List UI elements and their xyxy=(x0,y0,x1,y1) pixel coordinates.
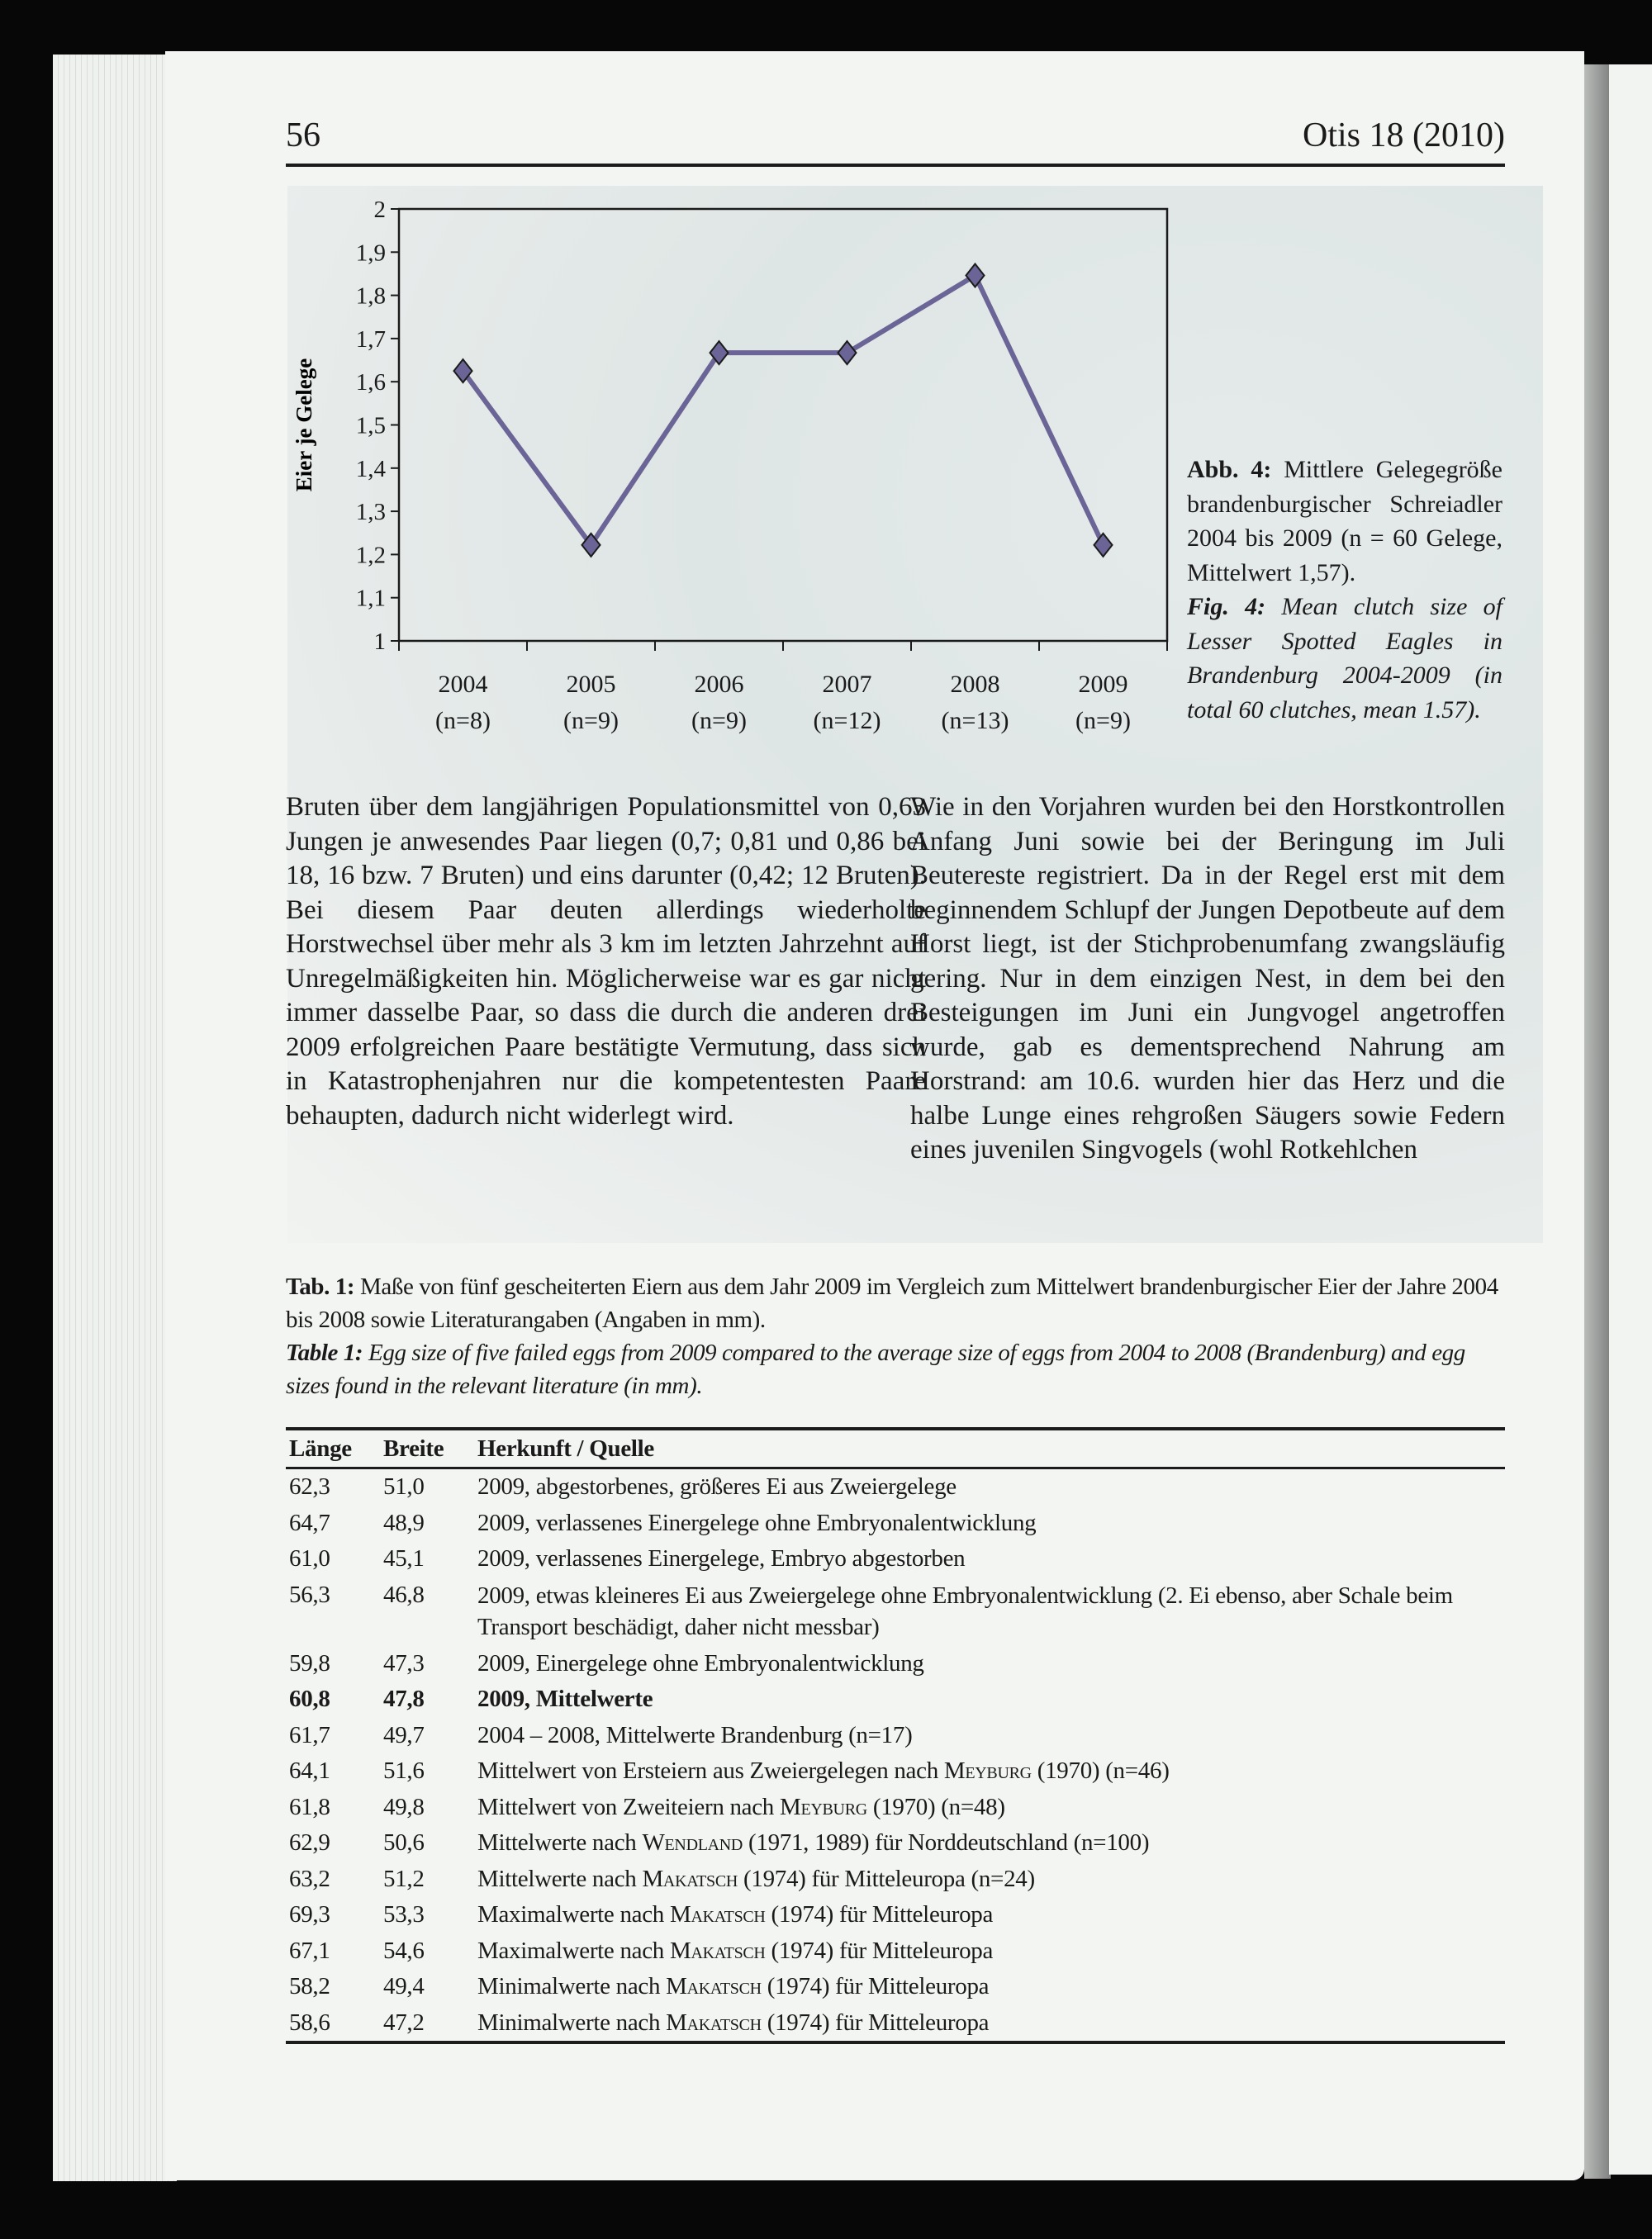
x-tick-label: 2009 xyxy=(1078,671,1128,698)
cell-herkunft xyxy=(474,1577,1505,1646)
x-tick-sublabel: (n=9) xyxy=(691,707,747,734)
source-text: Maximalwerte nach xyxy=(477,1937,670,1964)
source-text: 2009, Mittelwerte xyxy=(477,1686,653,1712)
author-name: Makatsch xyxy=(666,2009,762,2036)
source-text: Mittelwerte nach xyxy=(477,1865,643,1892)
cell-herkunft xyxy=(474,1790,1505,1826)
x-tick-label: 2008 xyxy=(950,671,1000,698)
table-row xyxy=(286,1753,1505,1790)
x-axis xyxy=(399,641,1167,734)
cell-breite: 45,1 xyxy=(383,1545,425,1572)
table-row xyxy=(286,1897,1505,1933)
source-text: Mittelwert von Zweiteiern nach xyxy=(477,1793,780,1820)
cell-breite: 46,8 xyxy=(383,1581,425,1608)
source-text: 2004 – 2008, Mittelwerte Brandenburg (n=17) xyxy=(477,1721,913,1748)
table-row xyxy=(286,1541,1505,1577)
cell-herkunft xyxy=(474,1862,1505,1898)
y-axis xyxy=(356,197,399,655)
cell-laenge: 61,0 xyxy=(289,1545,330,1572)
x-tick-label: 2004 xyxy=(438,671,488,698)
plot-frame xyxy=(399,209,1167,641)
series-markers xyxy=(454,264,1113,557)
x-tick-label: 2007 xyxy=(822,671,872,698)
data-point-marker xyxy=(838,341,857,364)
author-name: Makatsch xyxy=(669,1937,766,1964)
source-citation: (1970) (n=46) xyxy=(1031,1758,1170,1784)
table-row xyxy=(286,1862,1505,1898)
cell-herkunft xyxy=(474,1825,1505,1862)
clutch-size-line-chart xyxy=(281,190,1189,752)
cell-herkunft xyxy=(474,1753,1505,1790)
cell-laenge: 56,3 xyxy=(289,1581,330,1608)
y-tick-label: 1,3 xyxy=(355,499,386,526)
cell-breite: 53,3 xyxy=(383,1901,425,1928)
x-tick-sublabel: (n=9) xyxy=(1075,707,1131,734)
y-tick-label: 1,5 xyxy=(355,412,386,439)
cell-herkunft xyxy=(474,1541,1505,1577)
cell-herkunft xyxy=(474,1682,1505,1718)
cell-breite: 47,3 xyxy=(383,1649,425,1677)
cell-laenge: 62,3 xyxy=(289,1473,330,1500)
cell-laenge: 58,6 xyxy=(289,2009,330,2036)
body-text-right-column: Wie in den Vorjahren wurden bei den Horstkontrollen Anfang Juni sowie bei der Beringung im Juli Beutereste registriert. Da in der Regel erst mit dem beginnendem Schlupf der Jungen Depotbeute auf dem Horst liegt, ist der Stichprobenumfang zwangsläufig gering. Nur in dem einzigen Nest, in dem bei den Besteigungen im Juni ein Jungvogel angetroffen wurde, gab es dementsprechend Nahrung am Horstrand: am 10.6. wurden hier das Herz und die halbe Lunge eines rehgroßen Säugers sowie Federn eines juvenilen Singvogels (wohl Rotkehlchen xyxy=(910,792,1505,1165)
author-name: Makatsch xyxy=(642,1865,738,1892)
y-tick-label: 2 xyxy=(373,197,386,223)
cell-breite: 50,6 xyxy=(383,1829,425,1856)
author-name: Makatsch xyxy=(666,1973,762,1999)
source-citation: (1971, 1989) für Norddeutschland (n=100) xyxy=(743,1829,1150,1856)
cell-breite: 49,4 xyxy=(383,1973,425,1999)
cell-breite: 54,6 xyxy=(383,1937,425,1964)
figure-caption-en: Mean clutch size of Lesser Spotted Eagles in Brandenburg 2004-2009 (in total 60 clutches, mean 1.57). xyxy=(1187,593,1502,723)
table-label-en: Table 1: xyxy=(286,1340,363,1366)
y-tick-label: 1,6 xyxy=(355,369,386,396)
cell-laenge: 58,2 xyxy=(289,1973,330,1999)
cell-breite: 49,8 xyxy=(383,1793,425,1820)
cell-breite: 48,9 xyxy=(383,1509,425,1536)
source-text: 2009, etwas kleineres Ei aus Zweiergelege ohne Embryonalentwicklung (2. Ei ebenso, aber Schale beim Transport beschädigt, daher nicht messbar) xyxy=(477,1582,1453,1640)
source-citation: (1974) für Mitteleuropa xyxy=(761,2009,990,2036)
running-header xyxy=(286,114,1505,167)
source-text: 2009, Einergelege ohne Embryonalentwicklung xyxy=(477,1649,924,1677)
book-gutter xyxy=(1584,64,1611,2179)
x-tick-sublabel: (n=8) xyxy=(435,707,491,734)
cell-laenge: 64,1 xyxy=(289,1758,330,1784)
source-text: Maximalwerte nach xyxy=(477,1901,670,1928)
source-citation: (1974) für Mitteleuropa xyxy=(765,1901,994,1928)
author-name: Wendland xyxy=(642,1829,743,1856)
table-row xyxy=(286,2005,1505,2043)
y-tick-label: 1,8 xyxy=(355,282,386,310)
source-text: 2009, verlassenes Einergelege ohne Embryonalentwicklung xyxy=(477,1509,1037,1536)
source-citation: (1974) für Mitteleuropa xyxy=(765,1937,994,1964)
table-header-row xyxy=(286,1429,1505,1468)
body-text-left-column: Bruten über dem langjährigen Populationsmittel von 0,63 Jungen je anwesendes Paar liegen (0,7; 0,81 und 0,86 bei 18, 16 bzw. 7 Bruten) und eins darunter (0,42; 12 Bruten). Bei diesem Paar deuten allerdings wiederholte Horstwechsel über mehr als 3 km im letzten Jahrzehnt auf Unregelmäßigkeiten hin. Möglicherweise war es gar nicht immer dasselbe Paar, so dass die durch die anderen drei 2009 erfolgreichen Paare bestätigte Vermutung, dass sich in Katastrophenjahren nur die kompetentesten Paare behaupten, dadurch nicht widerlegt wird. xyxy=(286,792,926,1131)
source-text: Minimalwerte nach xyxy=(477,2009,667,2036)
figure-caption-de: Mittlere Gelegegröße brandenburgischer Schreiadler 2004 bis 2009 (n = 60 Gelege, Mittelwert 1,57). xyxy=(1187,456,1502,586)
y-tick-label: 1,9 xyxy=(355,240,386,267)
source-citation: (1970) (n=48) xyxy=(866,1793,1005,1820)
cell-herkunft xyxy=(474,1468,1505,1506)
table-caption-en: Egg size of five failed eggs from 2009 compared to the average size of eggs from 2004 to 2008 (Brandenburg) and egg sizes found in the relevant literature (in mm). xyxy=(286,1340,1465,1399)
table-caption xyxy=(286,1270,1505,1402)
cell-herkunft xyxy=(474,1646,1505,1682)
cell-laenge: 63,2 xyxy=(289,1865,330,1892)
table-row xyxy=(286,1682,1505,1718)
cell-laenge: 62,9 xyxy=(289,1829,330,1856)
column-header-laenge: Länge xyxy=(289,1435,352,1462)
cell-breite: 49,7 xyxy=(383,1721,425,1748)
series-line xyxy=(463,276,1104,545)
cell-breite: 47,8 xyxy=(383,1686,425,1712)
table-label-de: Tab. 1: xyxy=(286,1274,355,1300)
x-tick-label: 2005 xyxy=(566,671,616,698)
y-tick-label: 1 xyxy=(373,629,386,655)
egg-size-table xyxy=(286,1427,1505,2044)
y-tick-label: 1,7 xyxy=(355,325,386,353)
page-number: 56 xyxy=(286,116,320,154)
table-row xyxy=(286,1646,1505,1682)
cell-herkunft xyxy=(474,1897,1505,1933)
figure-label-de: Abb. 4: xyxy=(1187,456,1272,483)
source-text: Mittelwerte nach xyxy=(477,1829,643,1856)
cell-breite: 51,0 xyxy=(383,1473,425,1500)
column-header-herkunft: Herkunft / Quelle xyxy=(477,1435,655,1462)
y-tick-label: 1,4 xyxy=(355,455,386,482)
source-text: Mittelwert von Ersteiern aus Zweiergelegen nach xyxy=(477,1758,944,1784)
table-row xyxy=(286,1825,1505,1862)
cell-laenge: 61,8 xyxy=(289,1793,330,1820)
cell-laenge: 67,1 xyxy=(289,1937,330,1964)
y-axis-label: Eier je Gelege xyxy=(292,358,316,492)
y-tick-label: 1,1 xyxy=(355,585,386,612)
book-page-stack xyxy=(53,55,177,2181)
cell-herkunft xyxy=(474,2005,1505,2043)
cell-herkunft xyxy=(474,1718,1505,1754)
cell-breite: 47,2 xyxy=(383,2009,425,2036)
author-name: Makatsch xyxy=(669,1901,766,1928)
journal-reference: Otis 18 (2010) xyxy=(1303,116,1505,154)
x-tick-sublabel: (n=9) xyxy=(563,707,619,734)
x-tick-label: 2006 xyxy=(694,671,744,698)
cell-laenge: 60,8 xyxy=(289,1686,330,1712)
table-row xyxy=(286,1577,1505,1646)
table-row xyxy=(286,1506,1505,1542)
cell-breite: 51,6 xyxy=(383,1758,425,1784)
table-row xyxy=(286,1969,1505,2005)
source-text: Minimalwerte nach xyxy=(477,1973,667,1999)
x-tick-sublabel: (n=13) xyxy=(941,707,1009,734)
source-text: 2009, abgestorbenes, größeres Ei aus Zweiergelege xyxy=(477,1473,957,1500)
cell-herkunft xyxy=(474,1933,1505,1970)
source-citation: (1974) für Mitteleuropa xyxy=(761,1973,990,1999)
cell-laenge: 59,8 xyxy=(289,1649,330,1677)
table-caption-de: Maße von fünf gescheiterten Eiern aus dem Jahr 2009 im Vergleich zum Mittelwert brandenburgischer Eier der Jahre 2004 bis 2008 sowie Literaturangaben (Angaben in mm). xyxy=(286,1274,1498,1333)
table-row xyxy=(286,1790,1505,1826)
author-name: Meyburg xyxy=(943,1758,1032,1784)
author-name: Meyburg xyxy=(779,1793,867,1820)
table-row xyxy=(286,1933,1505,1970)
figure-caption xyxy=(1187,453,1502,727)
series-polyline xyxy=(463,276,1104,545)
cell-breite: 51,2 xyxy=(383,1865,425,1892)
column-header-breite: Breite xyxy=(383,1435,444,1462)
figure-label-en: Fig. 4: xyxy=(1187,593,1266,620)
cell-laenge: 61,7 xyxy=(289,1721,330,1748)
x-tick-sublabel: (n=12) xyxy=(813,707,881,734)
cell-laenge: 69,3 xyxy=(289,1901,330,1928)
source-citation: (1974) für Mitteleuropa (n=24) xyxy=(738,1865,1035,1892)
facing-page-edge xyxy=(1609,64,1652,2175)
y-tick-label: 1,2 xyxy=(355,542,386,569)
table-row xyxy=(286,1468,1505,1506)
table-row xyxy=(286,1718,1505,1754)
cell-laenge: 64,7 xyxy=(289,1509,330,1536)
cell-herkunft xyxy=(474,1506,1505,1542)
source-text: 2009, verlassenes Einergelege, Embryo abgestorben xyxy=(477,1545,966,1572)
cell-herkunft xyxy=(474,1969,1505,2005)
